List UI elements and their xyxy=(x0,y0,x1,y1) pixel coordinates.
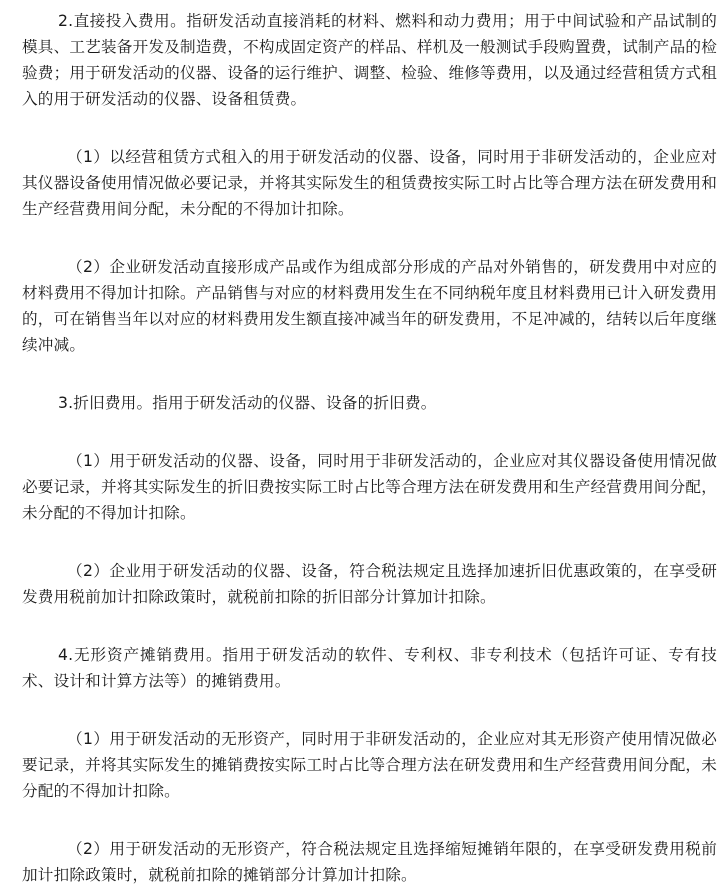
section-3-depreciation: 3.折旧费用。指用于研发活动的仪器、设备的折旧费。 xyxy=(58,394,437,412)
section-2-item-2: （2）企业研发活动直接形成产品或作为组成部分形成的产品对外销售的，研发费用中对应的材料费用不得加计扣除。产品销售与对应的材料费用发生在不同纳税年度且材料费用已计入研发费用的，可在销售当年以对应的材料费用发生额直接冲减当年的研发费用，不足冲减的，结转以后年度继续冲减。 xyxy=(22,258,717,354)
section-4-item-1: （1）用于研发活动的无形资产，同时用于非研发活动的，企业应对其无形资产使用情况做必要记录，并将其实际发生的摊销费按实际工时占比等合理方法在研发费用和生产经营费用间分配，未分配的不得加计扣除。 xyxy=(22,730,717,800)
section-4-intangible-amortization: 4.无形资产摊销费用。指用于研发活动的软件、专利权、非专利技术（包括许可证、专有技术、设计和计算方法等）的摊销费用。 xyxy=(22,646,717,690)
section-2-direct-input-costs: 2.直接投入费用。指研发活动直接消耗的材料、燃料和动力费用；用于中间试验和产品试制的模具、工艺装备开发及制造费，不构成固定资产的样品、样机及一般测试手段购置费，试制产品的检验费；用于研发活动的仪器、设备的运行维护、调整、检验、维修等费用，以及通过经营租赁方式租入的用于研发活动的仪器、设备租赁费。 xyxy=(22,12,717,108)
section-3-item-1: （1）用于研发活动的仪器、设备，同时用于非研发活动的，企业应对其仪器设备使用情况做必要记录，并将其实际发生的折旧费按实际工时占比等合理方法在研发费用和生产经营费用间分配，未分配的不得加计扣除。 xyxy=(22,452,717,522)
section-2-item-1: （1）以经营租赁方式租入的用于研发活动的仪器、设备，同时用于非研发活动的，企业应对其仪器设备使用情况做必要记录，并将其实际发生的租赁费按实际工时占比等合理方法在研发费用和生产经营费用间分配，未分配的不得加计扣除。 xyxy=(22,148,717,218)
section-4-item-2: （2）用于研发活动的无形资产，符合税法规定且选择缩短摊销年限的，在享受研发费用税前加计扣除政策时，就税前扣除的摊销部分计算加计扣除。 xyxy=(22,840,717,884)
section-3-item-2: （2）企业用于研发活动的仪器、设备，符合税法规定且选择加速折旧优惠政策的，在享受研发费用税前加计扣除政策时，就税前扣除的折旧部分计算加计扣除。 xyxy=(22,562,717,606)
